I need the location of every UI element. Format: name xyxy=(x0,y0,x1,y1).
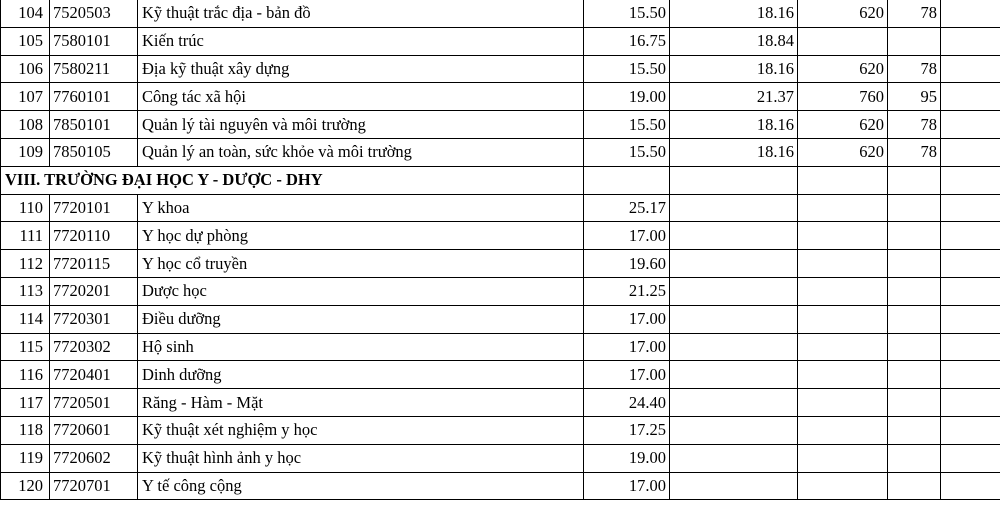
empty-cell xyxy=(670,166,798,194)
row-number: 107 xyxy=(1,83,50,111)
score-cell xyxy=(670,389,798,417)
row-number: 104 xyxy=(1,0,50,27)
empty-cell xyxy=(798,166,888,194)
score-cell: 17.00 xyxy=(584,222,670,250)
score-cell xyxy=(798,250,888,278)
major-name: Kỹ thuật xét nghiệm y học xyxy=(138,416,584,444)
score-cell: 19.60 xyxy=(584,250,670,278)
score-cell: 620 xyxy=(798,111,888,139)
table-row xyxy=(1,55,1000,83)
row-number: 108 xyxy=(1,111,50,139)
score-cell xyxy=(941,444,1000,472)
score-cell: 15.50 xyxy=(584,138,670,166)
row-number: 120 xyxy=(1,472,50,500)
score-cell: 19.00 xyxy=(584,444,670,472)
table-row xyxy=(1,277,1000,305)
score-cell xyxy=(888,472,941,500)
major-name: Dược học xyxy=(138,277,584,305)
major-code: 7760101 xyxy=(50,83,138,111)
score-cell xyxy=(941,0,1000,27)
score-cell xyxy=(888,444,941,472)
score-cell xyxy=(941,27,1000,55)
score-cell xyxy=(941,250,1000,278)
table-row xyxy=(1,0,1000,27)
row-number: 111 xyxy=(1,222,50,250)
score-cell xyxy=(888,27,941,55)
major-code: 7720301 xyxy=(50,305,138,333)
score-cell xyxy=(941,472,1000,500)
score-cell: 17.00 xyxy=(584,361,670,389)
score-cell xyxy=(670,250,798,278)
major-name: Kỹ thuật hình ảnh y học xyxy=(138,444,584,472)
major-name: Dinh dưỡng xyxy=(138,361,584,389)
score-cell xyxy=(888,361,941,389)
score-cell xyxy=(941,194,1000,222)
row-number: 118 xyxy=(1,416,50,444)
score-cell: 15.50 xyxy=(584,55,670,83)
major-name: Y tế công cộng xyxy=(138,472,584,500)
score-cell xyxy=(941,305,1000,333)
major-name: Kỹ thuật trắc địa - bản đồ xyxy=(138,0,584,27)
score-cell xyxy=(941,55,1000,83)
score-cell: 18.16 xyxy=(670,138,798,166)
table-row xyxy=(1,194,1000,222)
row-number: 110 xyxy=(1,194,50,222)
table-row xyxy=(1,83,1000,111)
score-cell: 21.25 xyxy=(584,277,670,305)
major-name: Y học cổ truyền xyxy=(138,250,584,278)
major-name: Hộ sinh xyxy=(138,333,584,361)
major-name: Điều dưỡng xyxy=(138,305,584,333)
major-name: Y khoa xyxy=(138,194,584,222)
score-cell xyxy=(888,389,941,417)
row-number: 112 xyxy=(1,250,50,278)
score-cell xyxy=(888,333,941,361)
row-number: 105 xyxy=(1,27,50,55)
row-number: 109 xyxy=(1,138,50,166)
major-code: 7720601 xyxy=(50,416,138,444)
score-cell xyxy=(888,194,941,222)
score-cell: 18.84 xyxy=(670,27,798,55)
major-code: 7850105 xyxy=(50,138,138,166)
score-cell: 95 xyxy=(888,83,941,111)
major-name: Quản lý an toàn, sức khỏe và môi trường xyxy=(138,138,584,166)
table-row xyxy=(1,138,1000,166)
major-code: 7720501 xyxy=(50,389,138,417)
empty-cell xyxy=(888,166,941,194)
score-cell xyxy=(888,277,941,305)
score-cell xyxy=(941,138,1000,166)
score-cell: 21.37 xyxy=(670,83,798,111)
score-cell xyxy=(798,472,888,500)
row-number: 115 xyxy=(1,333,50,361)
score-cell: 78 xyxy=(888,0,941,27)
row-number: 119 xyxy=(1,444,50,472)
score-cell: 620 xyxy=(798,0,888,27)
row-number: 113 xyxy=(1,277,50,305)
table-row xyxy=(1,472,1000,500)
score-cell: 19.00 xyxy=(584,83,670,111)
major-code: 7720201 xyxy=(50,277,138,305)
table-row xyxy=(1,389,1000,417)
major-name: Y học dự phòng xyxy=(138,222,584,250)
table-row xyxy=(1,444,1000,472)
table-row xyxy=(1,111,1000,139)
score-cell xyxy=(670,305,798,333)
score-cell: 760 xyxy=(798,83,888,111)
major-code: 7720101 xyxy=(50,194,138,222)
major-code: 7580211 xyxy=(50,55,138,83)
score-cell: 18.16 xyxy=(670,0,798,27)
score-cell: 78 xyxy=(888,111,941,139)
score-cell xyxy=(798,333,888,361)
score-cell xyxy=(798,305,888,333)
major-code: 7720302 xyxy=(50,333,138,361)
row-number: 106 xyxy=(1,55,50,83)
score-cell: 78 xyxy=(888,55,941,83)
table-row xyxy=(1,361,1000,389)
score-cell xyxy=(670,222,798,250)
major-name: Địa kỹ thuật xây dựng xyxy=(138,55,584,83)
score-cell xyxy=(798,444,888,472)
score-cell: 15.50 xyxy=(584,111,670,139)
score-cell xyxy=(798,389,888,417)
score-cell xyxy=(941,389,1000,417)
major-code: 7520503 xyxy=(50,0,138,27)
section-title: VIII. TRƯỜNG ĐẠI HỌC Y - DƯỢC - DHY xyxy=(1,166,584,194)
major-code: 7580101 xyxy=(50,27,138,55)
major-name: Quản lý tài nguyên và môi trường xyxy=(138,111,584,139)
major-code: 7850101 xyxy=(50,111,138,139)
score-cell xyxy=(941,333,1000,361)
score-cell xyxy=(941,361,1000,389)
row-number: 114 xyxy=(1,305,50,333)
score-cell xyxy=(941,277,1000,305)
major-code: 7720401 xyxy=(50,361,138,389)
table-row xyxy=(1,250,1000,278)
table-row xyxy=(1,305,1000,333)
score-cell xyxy=(941,416,1000,444)
table-row xyxy=(1,222,1000,250)
score-cell xyxy=(941,83,1000,111)
table-row xyxy=(1,27,1000,55)
major-code: 7720110 xyxy=(50,222,138,250)
score-cell xyxy=(670,361,798,389)
table-row xyxy=(1,333,1000,361)
empty-cell xyxy=(584,166,670,194)
major-code: 7720701 xyxy=(50,472,138,500)
score-cell xyxy=(670,333,798,361)
score-cell xyxy=(798,416,888,444)
score-cell: 18.16 xyxy=(670,111,798,139)
score-cell xyxy=(941,111,1000,139)
score-cell xyxy=(670,194,798,222)
score-cell: 78 xyxy=(888,138,941,166)
score-cell: 17.00 xyxy=(584,472,670,500)
score-cell xyxy=(941,222,1000,250)
major-name: Kiến trúc xyxy=(138,27,584,55)
score-cell xyxy=(670,416,798,444)
score-cell xyxy=(798,277,888,305)
score-cell: 620 xyxy=(798,55,888,83)
score-cell xyxy=(798,361,888,389)
score-cell: 25.17 xyxy=(584,194,670,222)
score-cell xyxy=(670,444,798,472)
score-cell: 24.40 xyxy=(584,389,670,417)
empty-cell xyxy=(941,166,1000,194)
table-row xyxy=(1,416,1000,444)
row-number: 117 xyxy=(1,389,50,417)
score-cell xyxy=(798,194,888,222)
score-cell xyxy=(888,222,941,250)
score-cell xyxy=(888,250,941,278)
score-cell: 17.00 xyxy=(584,305,670,333)
score-cell xyxy=(670,277,798,305)
section-header-row xyxy=(1,166,1000,194)
score-cell: 15.50 xyxy=(584,0,670,27)
score-cell: 18.16 xyxy=(670,55,798,83)
row-number: 116 xyxy=(1,361,50,389)
score-cell xyxy=(888,305,941,333)
score-cell: 16.75 xyxy=(584,27,670,55)
score-cell xyxy=(670,472,798,500)
score-cell: 17.25 xyxy=(584,416,670,444)
score-cell: 620 xyxy=(798,138,888,166)
major-code: 7720602 xyxy=(50,444,138,472)
score-cell xyxy=(888,416,941,444)
score-cell: 17.00 xyxy=(584,333,670,361)
score-cell xyxy=(798,27,888,55)
score-cell xyxy=(798,222,888,250)
major-code: 7720115 xyxy=(50,250,138,278)
major-name: Công tác xã hội xyxy=(138,83,584,111)
major-name: Răng - Hàm - Mặt xyxy=(138,389,584,417)
